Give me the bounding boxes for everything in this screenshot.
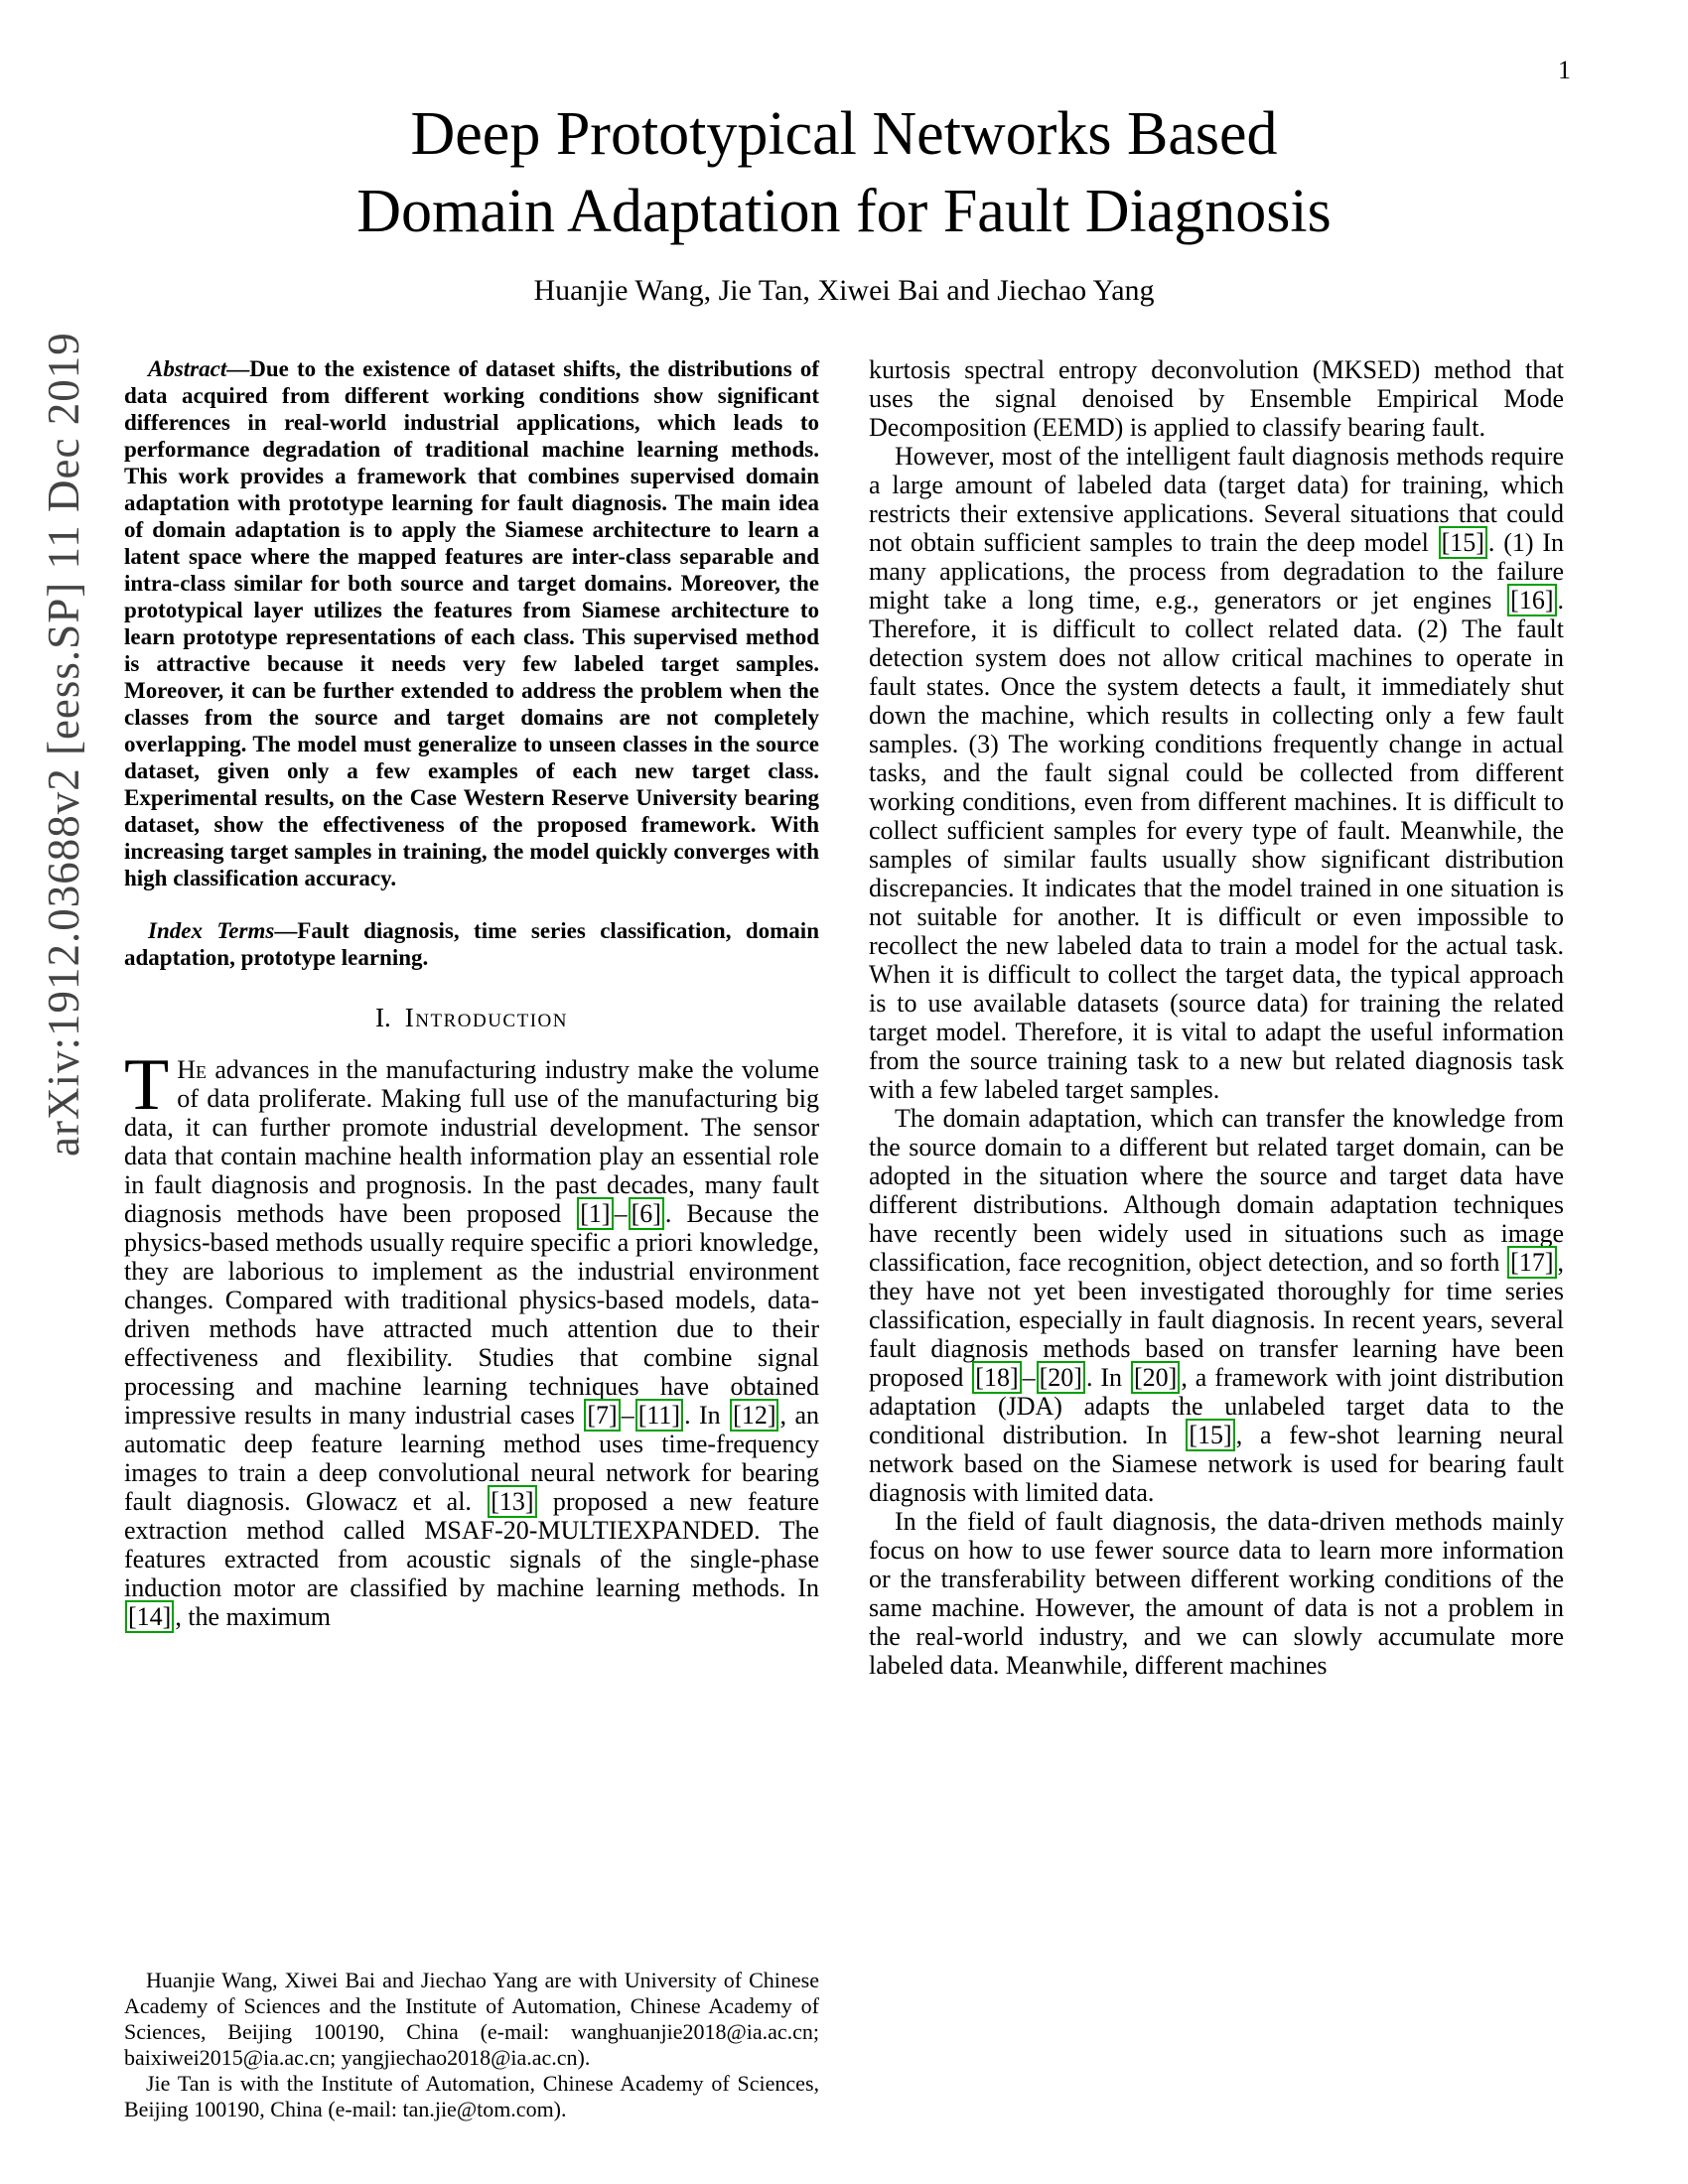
left-column xyxy=(124,355,819,2122)
abstract xyxy=(124,355,819,891)
intro-paragraph xyxy=(124,1044,819,1632)
body-paragraph-3: The domain adaptation, which can transfer the knowledge from the source domain to a different but related target domain, can be adopted in the situation where the source and target data have different distributions. Although domain adaptation techniques have recently been widely used in situations such as image classification, face recognition, object detection, and so forth [17] , they have not yet been investigated thoroughly for time series classification, especially in fault diagnosis. In recent years, several fault diagnosis methods based on transfer learning have been proposed [18] – [20] . In [20] , a framework with joint distribution adaptation (JDA) adapts the unlabeled target data to the conditional distribution. In [15] , a few-shot learning neural network based on the Siamese network is used for bearing fault diagnosis with limited data. xyxy=(869,1104,1564,1508)
author-footnotes xyxy=(124,1968,819,2122)
citation-ref[interactable]: [18] xyxy=(972,1361,1021,1394)
dropcap-letter: T xyxy=(124,1044,170,1127)
index-terms-text: —Fault diagnosis, time series classification, domain adaptation, prototype learning. xyxy=(124,918,819,971)
citation-ref[interactable]: [15] xyxy=(1439,526,1487,559)
two-column-body xyxy=(124,355,1564,2122)
footnote-affiliation-1: Huanjie Wang, Xiwei Bai and Jiechao Yang are with University of Chinese Academy of Sciences and the Institute of Automation, Chinese Academy of Sciences, Beijing 100190, China (e-mail: wanghuanjie2018@ia.ac.cn; baixiwei2015@ia.ac.cn; yangjiechao2018@ia.ac.cn). xyxy=(124,1968,819,2071)
abstract-label: Abstract xyxy=(148,356,227,382)
citation-ref[interactable]: [20] xyxy=(1037,1361,1085,1394)
citation-ref[interactable]: [20] xyxy=(1131,1361,1180,1394)
citation-ref[interactable]: [15] xyxy=(1186,1419,1234,1451)
arxiv-watermark: arXiv:1912.03688v2 [eess.SP] 11 Dec 2019 xyxy=(39,332,88,1157)
page-content xyxy=(124,0,1564,2122)
citation-ref[interactable]: [16] xyxy=(1507,584,1556,616)
citation-ref[interactable]: [12] xyxy=(730,1399,778,1432)
intro-paragraph-text: advances in the manufacturing industry make the volume of data proliferate. Making full use of the manufacturing big data, it can further promote industrial development. The sensor data that contain machine health information play an essential role in fault diagnosis and prognosis. In the past decades, many fault diagnosis methods have been proposed [1] – [6] . Because the physics-based methods usually require specific a priori knowledge, they are laborious to implement as the industrial environment changes. Compared with traditional physics-based models, data-driven methods have attracted much attention due to their effectiveness and flexibility. Studies that combine signal processing and machine learning techniques have obtained impressive results in many industrial cases [7] – [11] . In [12] , an automatic deep feature learning method uses time-frequency images to train a deep convolutional neural network for bearing fault diagnosis. Glowacz et al. [13] proposed a new feature extraction method called MSAF-20-MULTIEXPANDED. The features extracted from acoustic signals of the single-phase induction motor are classified by machine learning methods. In [14] , the maximum xyxy=(124,1055,819,1632)
index-terms-label: Index Terms xyxy=(148,918,275,944)
title-line-2: Domain Adaptation for Fault Diagnosis xyxy=(356,178,1332,246)
section-heading-introduction xyxy=(124,1003,819,1033)
paper-title xyxy=(124,95,1564,250)
citation-ref[interactable]: [6] xyxy=(629,1197,664,1230)
authors-line: Huanjie Wang, Jie Tan, Xiwei Bai and Jiechao Yang xyxy=(533,274,1155,308)
body-paragraph-continuation: kurtosis spectral entropy deconvolution (MKSED) method that uses the signal denoised by Ensemble Empirical Mode Decomposition (EEMD) is applied to classify bearing fault. xyxy=(869,355,1564,443)
abstract-text: —Due to the existence of dataset shifts, the distributions of data acquired from different working conditions show significant differences in real-world industrial applications, which leads to performance degradation of traditional machine learning methods. This work provides a framework that combines supervised domain adaptation with prototype learning for fault diagnosis. The main idea of domain adaptation is to apply the Siamese architecture to learn a latent space where the mapped features are inter-class separable and intra-class similar for both source and target domains. Moreover, the prototypical layer utilizes the features from Siamese architecture to learn prototype representations of each class. This supervised method is attractive because it needs very few labeled target samples. Moreover, it can be further extended to address the problem when the classes from the source and target domains are not completely overlapping. The model must generalize to unseen classes in the source dataset, given only a few examples of each new target class. Experimental results, on the Case Western Reserve University bearing dataset, show the effectiveness of the proposed framework. With increasing target samples in training, the model quickly converges with high classification accuracy. xyxy=(124,356,819,891)
right-column xyxy=(869,355,1564,2122)
section-title: Introduction xyxy=(404,1003,568,1033)
body-paragraph-4: In the field of fault diagnosis, the data-driven methods mainly focus on how to use fewer source data to learn more information or the transferability between different working conditions of the same machine. However, the amount of data is not a problem in the real-world industry, and we can slowly accumulate more labeled data. Meanwhile, different machines xyxy=(869,1507,1564,1681)
dropcap-follow-word: He xyxy=(177,1055,207,1085)
citation-ref[interactable]: [7] xyxy=(584,1399,620,1432)
footnote-affiliation-2: Jie Tan is with the Institute of Automation, Chinese Academy of Sciences, Beijing 100190, China (e-mail: tan.jie@tom.com). xyxy=(124,2071,819,2122)
title-line-1: Deep Prototypical Networks Based xyxy=(410,100,1278,168)
body-paragraph-2: However, most of the intelligent fault diagnosis methods require a large amount of labeled data (target data) for training, which restricts their extensive applications. Several situations that could not obtain sufficient samples to train the deep model [15] . (1) In many applications, the process from degradation to the failure might take a long time, e.g., generators or jet engines [16] . Therefore, it is difficult to collect related data. (2) The fault detection system does not allow critical machines to operate in fault states. Once the system detects a fault, it immediately shut down the machine, which results in collecting only a few fault samples. (3) The working conditions frequently change in actual tasks, and the fault signal could be collected from different working conditions, even from different machines. It is difficult to collect sufficient samples for every type of fault. Meanwhile, the samples of similar faults usually show significant distribution discrepancies. It indicates that the model trained in one situation is not suitable for another. It is difficult or even impossible to recollect the new labeled data to train a model for the actual task. When it is difficult to collect the target data, the typical approach is to use available datasets (source data) for training the related target model. Therefore, it is vital to adapt the useful information from the source training task to a new but related diagnosis task with a few labeled target samples. xyxy=(869,442,1564,1105)
citation-ref[interactable]: [14] xyxy=(125,1600,174,1633)
citation-ref[interactable]: [17] xyxy=(1507,1246,1556,1279)
section-number: I. xyxy=(375,1003,391,1033)
citation-ref[interactable]: [1] xyxy=(577,1197,613,1230)
page-number: 1 xyxy=(1558,56,1571,84)
citation-ref[interactable]: [11] xyxy=(635,1399,683,1432)
index-terms xyxy=(124,917,819,971)
citation-ref[interactable]: [13] xyxy=(488,1485,536,1518)
